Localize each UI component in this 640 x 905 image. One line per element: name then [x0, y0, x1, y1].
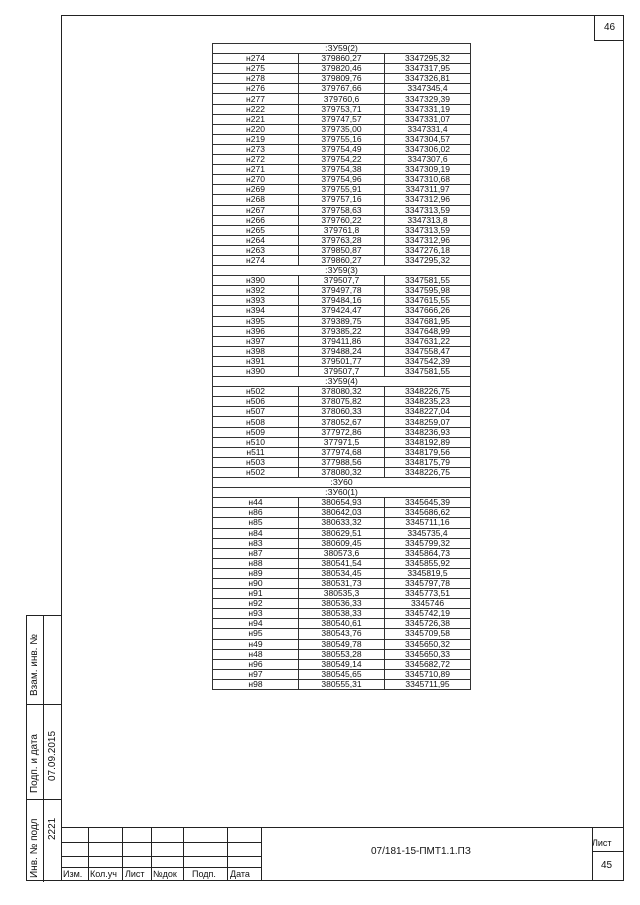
point-name: н268 — [213, 195, 299, 205]
table-row — [213, 235, 471, 245]
table-row — [213, 64, 471, 74]
coord-x: 379488,24 — [299, 346, 385, 356]
coord-x: 380543,76 — [299, 629, 385, 639]
coord-x: 380633,32 — [299, 518, 385, 528]
section-title: :ЗУ59(2) — [213, 44, 471, 54]
point-name: н398 — [213, 346, 299, 356]
coord-x: 379809,76 — [299, 74, 385, 84]
coord-x: 379820,46 — [299, 64, 385, 74]
coord-x: 380555,31 — [299, 679, 385, 689]
point-name: н276 — [213, 84, 299, 94]
point-name: н266 — [213, 215, 299, 225]
section-title: :ЗУ59(4) — [213, 377, 471, 387]
coord-y: 3347666,26 — [385, 306, 471, 316]
inv-row — [27, 800, 62, 882]
point-name: н96 — [213, 659, 299, 669]
header-data: Дата — [230, 869, 250, 879]
table-row — [213, 367, 471, 377]
coord-y: 3347331,07 — [385, 114, 471, 124]
coord-y: 3347595,98 — [385, 286, 471, 296]
point-name: н390 — [213, 276, 299, 286]
coord-y: 3348192,89 — [385, 437, 471, 447]
coord-x: 379755,91 — [299, 185, 385, 195]
header-ndok: №док — [153, 869, 177, 879]
coord-y: 3348175,79 — [385, 457, 471, 467]
table-row — [213, 528, 471, 538]
vzam-row — [27, 616, 62, 705]
coord-y: 3345711,16 — [385, 518, 471, 528]
coord-x: 379754,22 — [299, 155, 385, 165]
coord-y: 3347313,8 — [385, 215, 471, 225]
coord-y: 3347313,59 — [385, 205, 471, 215]
coord-x: 379411,86 — [299, 336, 385, 346]
table-row — [213, 195, 471, 205]
table-row — [213, 578, 471, 588]
coord-y: 3345645,39 — [385, 498, 471, 508]
coord-y: 3345746 — [385, 599, 471, 609]
coord-x: 377971,5 — [299, 437, 385, 447]
point-name: н93 — [213, 609, 299, 619]
point-name: н98 — [213, 679, 299, 689]
coord-x: 377972,86 — [299, 427, 385, 437]
coord-y: 3345742,19 — [385, 609, 471, 619]
table-row — [213, 316, 471, 326]
point-name: н395 — [213, 316, 299, 326]
coord-x: 377988,56 — [299, 457, 385, 467]
coord-y: 3348227,04 — [385, 407, 471, 417]
point-name: н92 — [213, 599, 299, 609]
point-name: н265 — [213, 225, 299, 235]
coord-y: 3345710,89 — [385, 669, 471, 679]
point-name: н509 — [213, 427, 299, 437]
coordinates-table — [212, 43, 471, 690]
table-row — [213, 397, 471, 407]
coord-y: 3347542,39 — [385, 356, 471, 366]
table-row — [213, 427, 471, 437]
inv-number: 2221 — [47, 817, 58, 840]
table-row — [213, 144, 471, 154]
coord-x: 380629,51 — [299, 528, 385, 538]
coord-y: 3347331,19 — [385, 104, 471, 114]
table-row — [213, 114, 471, 124]
coord-x: 379507,7 — [299, 276, 385, 286]
section-title: :ЗУ60 — [213, 478, 471, 488]
point-name: н390 — [213, 367, 299, 377]
point-name: н271 — [213, 165, 299, 175]
coord-x: 379754,96 — [299, 175, 385, 185]
table-row — [213, 225, 471, 235]
point-name: н267 — [213, 205, 299, 215]
coord-y: 3345726,38 — [385, 619, 471, 629]
table-row — [213, 387, 471, 397]
point-name: н274 — [213, 54, 299, 64]
sheet-number: 45 — [601, 860, 613, 871]
coord-x: 380549,78 — [299, 639, 385, 649]
table-row — [213, 417, 471, 427]
coord-x: 380541,54 — [299, 558, 385, 568]
coord-y: 3345682,72 — [385, 659, 471, 669]
point-name: н510 — [213, 437, 299, 447]
coord-y: 3347329,39 — [385, 94, 471, 104]
sheet-label: Лист — [592, 838, 612, 848]
coord-y: 3348226,75 — [385, 387, 471, 397]
table-row — [213, 679, 471, 689]
section-header-row — [213, 377, 471, 387]
coord-y: 3345650,32 — [385, 639, 471, 649]
coord-y: 3345711,95 — [385, 679, 471, 689]
point-name: н507 — [213, 407, 299, 417]
coord-x: 378080,32 — [299, 387, 385, 397]
table-row — [213, 437, 471, 447]
coord-x: 380545,65 — [299, 669, 385, 679]
point-name: н83 — [213, 538, 299, 548]
coord-x: 377974,68 — [299, 447, 385, 457]
table-row — [213, 306, 471, 316]
coord-x: 379860,27 — [299, 255, 385, 265]
table-row — [213, 84, 471, 94]
point-name: н272 — [213, 155, 299, 165]
table-row — [213, 165, 471, 175]
coord-x: 379424,47 — [299, 306, 385, 316]
point-name: н392 — [213, 286, 299, 296]
coord-x: 379763,28 — [299, 235, 385, 245]
section-header-row — [213, 488, 471, 498]
point-name: н275 — [213, 64, 299, 74]
table-row — [213, 175, 471, 185]
coord-y: 3345686,62 — [385, 508, 471, 518]
coord-x: 380573,6 — [299, 548, 385, 558]
coord-y: 3347317,95 — [385, 64, 471, 74]
coord-x: 380642,03 — [299, 508, 385, 518]
table-row — [213, 447, 471, 457]
table-row — [213, 54, 471, 64]
point-name: н270 — [213, 175, 299, 185]
coord-y: 3345819,5 — [385, 568, 471, 578]
coord-y: 3347276,18 — [385, 245, 471, 255]
table-row — [213, 94, 471, 104]
point-name: н49 — [213, 639, 299, 649]
point-name: н396 — [213, 326, 299, 336]
table-row — [213, 649, 471, 659]
header-kol-uch: Кол.уч — [90, 869, 117, 879]
point-name: н277 — [213, 94, 299, 104]
podp-row — [27, 705, 62, 800]
coord-y: 3347648,99 — [385, 326, 471, 336]
table-row — [213, 457, 471, 467]
coord-y: 3345709,58 — [385, 629, 471, 639]
point-name: н397 — [213, 336, 299, 346]
point-name: н222 — [213, 104, 299, 114]
table-row — [213, 356, 471, 366]
point-name: н393 — [213, 296, 299, 306]
coord-y: 3347313,59 — [385, 225, 471, 235]
point-name: н86 — [213, 508, 299, 518]
coord-x: 379735,00 — [299, 124, 385, 134]
coord-y: 3345799,32 — [385, 538, 471, 548]
point-name: н91 — [213, 589, 299, 599]
point-name: н269 — [213, 185, 299, 195]
coord-y: 3347615,55 — [385, 296, 471, 306]
table-row — [213, 185, 471, 195]
coord-y: 3345773,51 — [385, 589, 471, 599]
coord-x: 378080,32 — [299, 467, 385, 477]
coord-x: 378075,82 — [299, 397, 385, 407]
table-row — [213, 296, 471, 306]
page-number-top: 46 — [594, 15, 624, 41]
vzam-label: Взам. инв. № — [29, 634, 40, 696]
point-name: н87 — [213, 548, 299, 558]
coord-y: 3348226,75 — [385, 467, 471, 477]
point-name: н90 — [213, 578, 299, 588]
table-row — [213, 134, 471, 144]
table-row — [213, 407, 471, 417]
table-row — [213, 124, 471, 134]
coord-x: 379860,27 — [299, 54, 385, 64]
coord-x: 379755,16 — [299, 134, 385, 144]
table-row — [213, 276, 471, 286]
table-row — [213, 245, 471, 255]
point-name: н506 — [213, 397, 299, 407]
table-row — [213, 558, 471, 568]
point-name: н273 — [213, 144, 299, 154]
coord-x: 378052,67 — [299, 417, 385, 427]
point-name: н502 — [213, 467, 299, 477]
table-row — [213, 467, 471, 477]
point-name: н220 — [213, 124, 299, 134]
coord-x: 379754,38 — [299, 165, 385, 175]
coord-y: 3345855,92 — [385, 558, 471, 568]
table-row — [213, 498, 471, 508]
coord-y: 3348235,23 — [385, 397, 471, 407]
point-name: н48 — [213, 649, 299, 659]
coord-y: 3347681,95 — [385, 316, 471, 326]
coord-y: 3347295,32 — [385, 54, 471, 64]
coord-x: 379747,57 — [299, 114, 385, 124]
table-row — [213, 346, 471, 356]
point-name: н221 — [213, 114, 299, 124]
table-row — [213, 104, 471, 114]
point-name: н263 — [213, 245, 299, 255]
point-name: н508 — [213, 417, 299, 427]
point-name: н502 — [213, 387, 299, 397]
table-row — [213, 659, 471, 669]
coord-y: 3348236,93 — [385, 427, 471, 437]
point-name: н85 — [213, 518, 299, 528]
coord-y: 3347295,32 — [385, 255, 471, 265]
point-name: н278 — [213, 74, 299, 84]
table-row — [213, 629, 471, 639]
coord-y: 3347309,19 — [385, 165, 471, 175]
table-row — [213, 538, 471, 548]
table-row — [213, 609, 471, 619]
header-list: Лист — [125, 869, 145, 879]
table-row — [213, 589, 471, 599]
coord-x: 380535,3 — [299, 589, 385, 599]
coord-y: 3345797,78 — [385, 578, 471, 588]
point-name: н394 — [213, 306, 299, 316]
table-row — [213, 286, 471, 296]
coord-y: 3347558,47 — [385, 346, 471, 356]
coord-y: 3348179,56 — [385, 447, 471, 457]
point-name: н264 — [213, 235, 299, 245]
coord-x: 379767,66 — [299, 84, 385, 94]
coord-x: 380531,73 — [299, 578, 385, 588]
coord-y: 3347312,96 — [385, 195, 471, 205]
point-name: н88 — [213, 558, 299, 568]
coord-y: 3348259,07 — [385, 417, 471, 427]
coord-y: 3345735,4 — [385, 528, 471, 538]
coord-x: 380534,45 — [299, 568, 385, 578]
table-row — [213, 155, 471, 165]
coord-x: 379484,16 — [299, 296, 385, 306]
table-row — [213, 74, 471, 84]
table-row — [213, 518, 471, 528]
section-title: :ЗУ60(1) — [213, 488, 471, 498]
point-name: н44 — [213, 498, 299, 508]
coord-x: 379385,22 — [299, 326, 385, 336]
section-header-row — [213, 44, 471, 54]
coord-x: 380549,14 — [299, 659, 385, 669]
coord-x: 379758,63 — [299, 205, 385, 215]
table-row — [213, 255, 471, 265]
table-row — [213, 639, 471, 649]
header-izm: Изм. — [63, 869, 83, 879]
point-name: н95 — [213, 629, 299, 639]
point-name: н94 — [213, 619, 299, 629]
coord-y: 3345650,33 — [385, 649, 471, 659]
podp-date: 07.09.2015 — [47, 730, 58, 781]
coord-x: 380538,33 — [299, 609, 385, 619]
coord-y: 3347310,68 — [385, 175, 471, 185]
coord-y: 3347331,4 — [385, 124, 471, 134]
podp-label: Подп. и дата — [29, 734, 40, 793]
coord-y: 3347307,6 — [385, 155, 471, 165]
coord-x: 379753,71 — [299, 104, 385, 114]
table-row — [213, 669, 471, 679]
coord-x: 379850,87 — [299, 245, 385, 255]
table-row — [213, 205, 471, 215]
coord-y: 3347631,22 — [385, 336, 471, 346]
coord-y: 3347312,96 — [385, 235, 471, 245]
coord-x: 379760,6 — [299, 94, 385, 104]
table-row — [213, 599, 471, 609]
inv-label: Инв. № подл — [29, 818, 40, 878]
coord-x: 380654,93 — [299, 498, 385, 508]
coord-x: 379501,77 — [299, 356, 385, 366]
coord-y: 3347581,55 — [385, 367, 471, 377]
coord-x: 380536,33 — [299, 599, 385, 609]
table-row — [213, 568, 471, 578]
point-name: н97 — [213, 669, 299, 679]
coord-y: 3347304,57 — [385, 134, 471, 144]
coord-x: 380540,61 — [299, 619, 385, 629]
coord-x: 378060,33 — [299, 407, 385, 417]
coord-y: 3347326,81 — [385, 74, 471, 84]
header-podp: Подп. — [192, 869, 216, 879]
coord-y: 3345864,73 — [385, 548, 471, 558]
point-name: н503 — [213, 457, 299, 467]
coord-x: 379757,16 — [299, 195, 385, 205]
section-title: :ЗУ59(3) — [213, 266, 471, 276]
point-name: н84 — [213, 528, 299, 538]
table-row — [213, 336, 471, 346]
document-number: 07/181-15-ПМТ1.1.ПЗ — [371, 846, 471, 857]
coord-y: 3347311,97 — [385, 185, 471, 195]
section-header-row — [213, 478, 471, 488]
left-margin-stamp — [26, 615, 61, 881]
title-block — [61, 827, 624, 881]
coord-x: 379761,8 — [299, 225, 385, 235]
coord-x: 379760,22 — [299, 215, 385, 225]
point-name: н274 — [213, 255, 299, 265]
table-row — [213, 548, 471, 558]
table-row — [213, 619, 471, 629]
coord-y: 3347306,02 — [385, 144, 471, 154]
coord-x: 380553,28 — [299, 649, 385, 659]
table-row — [213, 326, 471, 336]
point-name: н89 — [213, 568, 299, 578]
section-header-row — [213, 266, 471, 276]
table-row — [213, 508, 471, 518]
coord-x: 380609,45 — [299, 538, 385, 548]
coord-x: 379389,75 — [299, 316, 385, 326]
coord-x: 379754,49 — [299, 144, 385, 154]
coord-x: 379497,78 — [299, 286, 385, 296]
coord-y: 3347581,55 — [385, 276, 471, 286]
point-name: н219 — [213, 134, 299, 144]
point-name: н391 — [213, 356, 299, 366]
coord-y: 3347345,4 — [385, 84, 471, 94]
point-name: н511 — [213, 447, 299, 457]
table-row — [213, 215, 471, 225]
coord-x: 379507,7 — [299, 367, 385, 377]
